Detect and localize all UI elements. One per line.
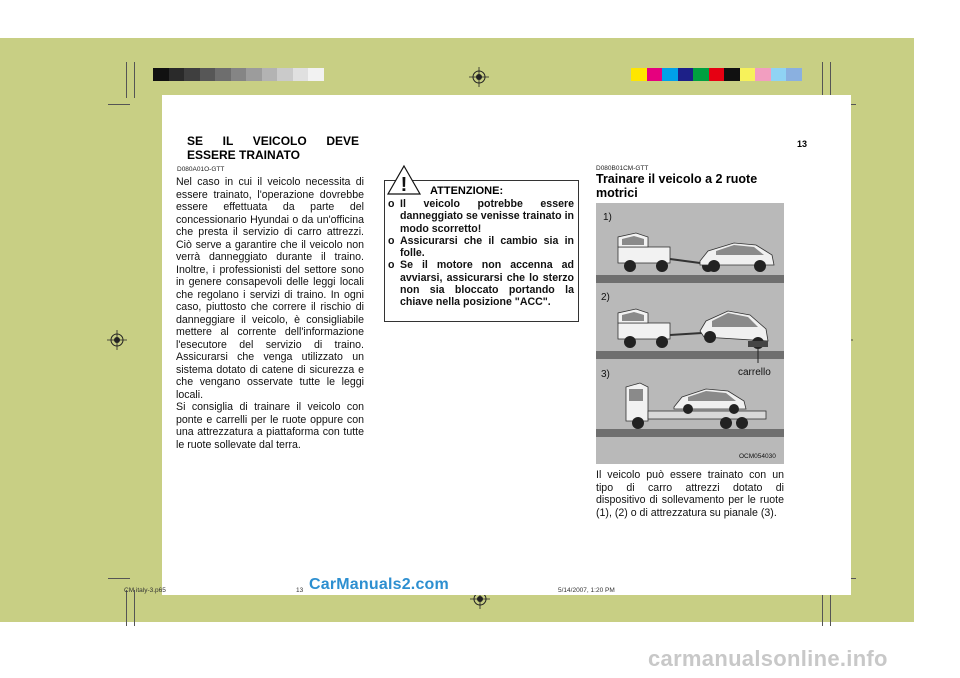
- calibration-swatch: [153, 68, 169, 81]
- figure-label-2: 2): [601, 292, 610, 303]
- chapter-title: IN CASO DI EMERGENZA: [683, 114, 790, 124]
- footer-date: 5/14/2007, 1:20 PM: [558, 587, 615, 594]
- right-body-paragraph: Il veicolo può essere trainato con un tipo di carro attrezzi dotato di dispositivo di sollevamento per le ruote (1), (2) o di attrezzatura su pianale (3).: [596, 469, 784, 519]
- calibration-swatch: [740, 68, 756, 81]
- calibration-swatch: [308, 68, 324, 81]
- bullet: o: [388, 198, 395, 210]
- watermark-carmanualsonline: carmanualsonline.info: [648, 646, 888, 671]
- registration-mark-icon: [469, 67, 489, 87]
- color-calibration-bar: [631, 68, 802, 81]
- calibration-swatch: [184, 68, 200, 81]
- calibration-swatch: [724, 68, 740, 81]
- calibration-swatch: [678, 68, 694, 81]
- registration-mark-icon: [107, 330, 127, 350]
- calibration-swatch: [755, 68, 771, 81]
- warning-item: o Se il motore non accenna ad avviarsi, assicurarsi che lo sterzo non sia bloccato portando la chiave nella posizione "ACC".: [388, 259, 574, 309]
- calibration-swatch: [200, 68, 216, 81]
- calibration-swatch: [662, 68, 678, 81]
- calibration-swatch: [631, 68, 647, 81]
- footer-page: 13: [296, 587, 304, 594]
- section-code: D080A01O-GTT: [177, 166, 225, 173]
- section-title-line: SE IL VEICOLO DEVE: [187, 134, 359, 148]
- bullet: o: [388, 234, 395, 247]
- section-title-line: ESSERE TRAINATO: [187, 148, 300, 162]
- calibration-swatch: [293, 68, 309, 81]
- calibration-swatch: [693, 68, 709, 81]
- footer-file: CM italy-3.p65: [124, 587, 166, 594]
- calibration-swatch: [277, 68, 293, 81]
- figure-label-3: 3): [601, 369, 610, 380]
- towing-illustration: [596, 203, 784, 464]
- bullet: o: [388, 259, 395, 272]
- calibration-swatch: [771, 68, 787, 81]
- warning-list: [388, 198, 574, 309]
- chapter-number: 3: [796, 104, 806, 123]
- grayscale-calibration-bar: [153, 68, 324, 81]
- warning-item: o Il veicolo potrebbe essere danneggiato se venisse trainato in modo scorretto!: [388, 198, 574, 235]
- calibration-swatch: [246, 68, 262, 81]
- figure-code: OCM054030: [739, 453, 776, 460]
- calibration-swatch: [215, 68, 231, 81]
- watermark-carmanuals2: CarManuals2.com: [309, 576, 449, 593]
- page-number: 13: [797, 139, 808, 149]
- warning-title: ATTENZIONE:: [430, 185, 504, 197]
- warning-item: o Assicurarsi che il cambio sia in folle.: [388, 234, 574, 260]
- calibration-swatch: [709, 68, 725, 81]
- calibration-swatch: [169, 68, 185, 81]
- figure-label-1: 1): [603, 212, 612, 223]
- calibration-swatch: [262, 68, 278, 81]
- svg-text:!: !: [400, 174, 408, 196]
- carrello-callout: carrello: [738, 367, 771, 378]
- calibration-swatch: [786, 68, 802, 81]
- calibration-swatch: [231, 68, 247, 81]
- section-title: [187, 134, 359, 162]
- calibration-swatch: [647, 68, 663, 81]
- towing-diagram-icon: [596, 203, 784, 464]
- warning-triangle-icon: [386, 164, 422, 196]
- subsection-title: Trainare il veicolo a 2 ruote motrici: [596, 172, 758, 200]
- left-body-paragraph: Nel caso in cui il veicolo necessita di essere trainato, l'operazione dovrebbe essere effettuata da parte del concessionario Hyundai o da un'officina che presta il servizio di carro attrezzi. Ciò serve a garantire che il veicolo non verrà danneggiato durante il traino. Inoltre, i professionisti del settore sono in genere consapevoli delle leggi locali che regolano i servizi di traino. In ogni caso, piuttosto che correre il rischio di danneggiare il veicolo, è consigliabile mettere al corrente dell'informazione l'esecutore del servizio di traino. Assicurarsi che venga utilizzato un sistema dotato di catene di sicurezza e che vengano osservate tutte le leggi locali. Si consiglia di trainare il veicolo con ponte e carrelli per le ruote oppure con una attrezzatura a piattaforma con tutte le ruote sollevate dal terra.: [176, 176, 364, 451]
- subsection-code: D080B01CM-GTT: [596, 165, 649, 172]
